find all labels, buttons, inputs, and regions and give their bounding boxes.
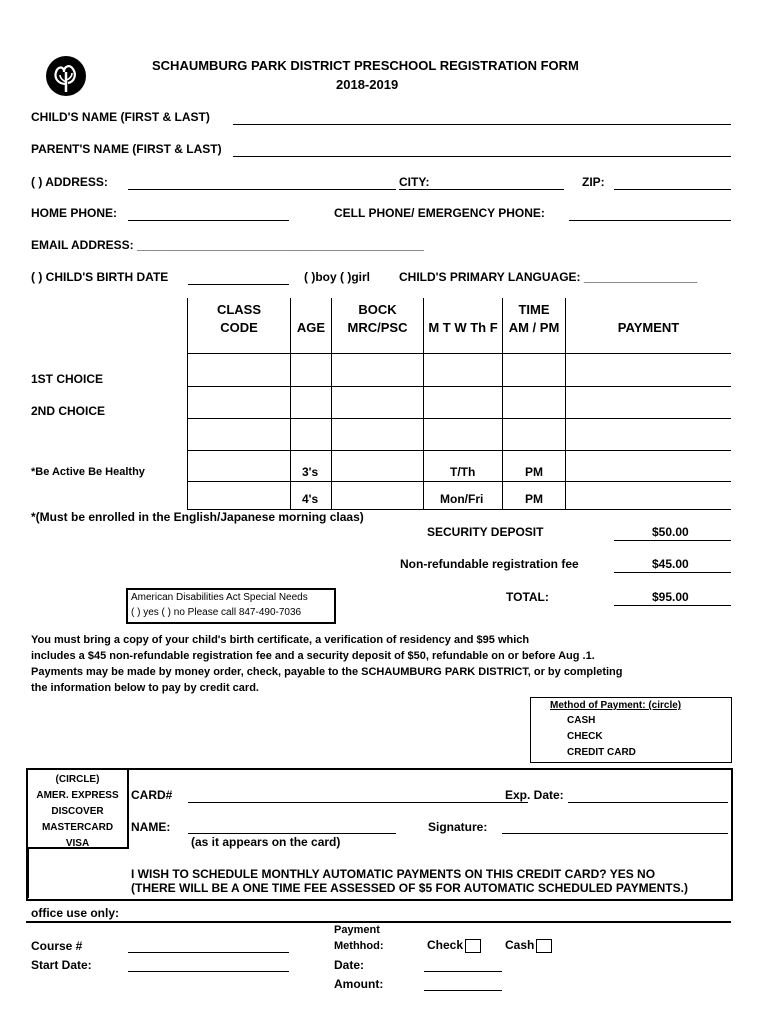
cell-phone-field[interactable] bbox=[569, 220, 731, 221]
office-cash-label: Cash bbox=[505, 938, 535, 952]
email-label[interactable]: EMAIL ADDRESS: ___________________________________________ bbox=[31, 238, 424, 252]
office-check-option[interactable] bbox=[427, 938, 481, 953]
birth-date-field[interactable] bbox=[188, 284, 289, 285]
office-check-label: Check bbox=[427, 938, 464, 952]
first-choice-label: 1ST CHOICE bbox=[31, 372, 104, 386]
total-amount: $95.00 bbox=[652, 590, 689, 604]
address-label: ( ) ADDRESS: bbox=[31, 175, 108, 189]
ada-box[interactable] bbox=[126, 588, 336, 624]
auto-payment-question[interactable]: I WISH TO SCHEDULE MONTHLY AUTOMATIC PAYMENTS ON THIS CREDIT CARD? YES NO bbox=[131, 867, 656, 881]
total-label: TOTAL: bbox=[506, 590, 549, 604]
form-year: 2018-2019 bbox=[336, 77, 399, 92]
instructions: You must bring a copy of your child's birth certificate, a verification of residency and $95 which includes a $45 non-refundable registration fee and a security deposit of $50, refundable on or before Aug .1. Payments may be made by money order, check, payable to the SCHAUMBURG PARK DISTRICT, or by completing the information below to pay by credit card. bbox=[31, 634, 623, 694]
language-field[interactable]: CHILD'S PRIMARY LANGUAGE: _________________ bbox=[399, 270, 698, 284]
check-checkbox[interactable] bbox=[465, 939, 481, 953]
card-name-label: NAME: bbox=[131, 820, 171, 834]
cash-checkbox[interactable] bbox=[536, 939, 552, 953]
office-date-label: Date: bbox=[334, 958, 365, 972]
home-phone-field[interactable] bbox=[128, 220, 289, 221]
row-days-tth: T/Th bbox=[450, 465, 476, 479]
office-amount-label: Amount: bbox=[334, 977, 384, 991]
gender-options[interactable]: ( )boy ( )girl bbox=[304, 270, 370, 284]
class-code-header: CLASS CODE bbox=[216, 302, 262, 335]
course-field[interactable] bbox=[128, 952, 289, 953]
exp-date-label: Exp. Date: bbox=[505, 788, 564, 802]
exp-date-field[interactable] bbox=[568, 802, 728, 803]
home-phone-label: HOME PHONE: bbox=[31, 206, 118, 220]
time-header: TIME AM / PM bbox=[508, 302, 560, 335]
security-deposit-label: SECURITY DEPOSIT bbox=[427, 525, 544, 539]
start-date-field[interactable] bbox=[128, 971, 289, 972]
signature-label: Signature: bbox=[428, 820, 488, 834]
method-cash[interactable]: CASH bbox=[567, 715, 596, 726]
office-use-title: office use only: bbox=[31, 906, 120, 920]
method-label: Methhod: bbox=[334, 940, 384, 952]
bock-header: BOCK MRC/PSC bbox=[347, 302, 408, 335]
row-time-pm-1: PM bbox=[525, 465, 543, 479]
be-active-label: *Be Active Be Healthy bbox=[31, 466, 145, 478]
address-field[interactable] bbox=[128, 189, 396, 190]
age-header: AGE bbox=[296, 320, 326, 335]
ada-line-2: ( ) yes ( ) no Please call 847-490-7036 bbox=[131, 607, 302, 618]
card-types[interactable]: (CIRCLE) AMER. EXPRESS DISCOVER MASTERCARD VISA bbox=[36, 774, 119, 849]
registration-fee-amount: $45.00 bbox=[652, 557, 689, 571]
credit-card-box bbox=[26, 768, 733, 901]
method-check[interactable]: CHECK bbox=[567, 731, 603, 742]
method-of-payment-box bbox=[530, 697, 732, 763]
child-name-field[interactable] bbox=[233, 124, 731, 125]
zip-label: ZIP: bbox=[582, 175, 605, 189]
form-title: SCHAUMBURG PARK DISTRICT PRESCHOOL REGISTRATION FORM bbox=[152, 58, 579, 73]
office-amount-field[interactable] bbox=[424, 990, 502, 991]
birth-date-label: ( ) CHILD'S BIRTH DATE bbox=[31, 270, 169, 284]
parent-name-label: PARENT'S NAME (FIRST & LAST) bbox=[31, 142, 222, 156]
parent-name-field[interactable] bbox=[233, 156, 731, 157]
card-number-label: CARD# bbox=[131, 788, 173, 802]
enrollment-note: *(Must be enrolled in the English/Japanese morning claas) bbox=[31, 510, 364, 524]
child-name-label: CHILD'S NAME (FIRST & LAST) bbox=[31, 110, 210, 124]
row-days-monfri: Mon/Fri bbox=[440, 492, 484, 506]
security-deposit-amount: $50.00 bbox=[652, 525, 689, 539]
method-credit-card[interactable]: CREDIT CARD bbox=[567, 747, 636, 758]
tree-logo-icon bbox=[44, 54, 88, 98]
signature-field[interactable] bbox=[502, 833, 728, 834]
payment-label: Payment bbox=[334, 924, 380, 936]
row-time-pm-2: PM bbox=[525, 492, 543, 506]
card-number-field[interactable] bbox=[188, 802, 528, 803]
card-name-hint: (as it appears on the card) bbox=[191, 835, 341, 849]
days-header: M T W Th F bbox=[428, 320, 498, 335]
start-date-label: Start Date: bbox=[31, 958, 92, 972]
payment-header: PAYMENT bbox=[617, 320, 680, 335]
row-age-3: 3's bbox=[302, 465, 319, 479]
city-field[interactable] bbox=[399, 189, 564, 190]
course-label: Course # bbox=[31, 939, 83, 953]
ada-line-1: American Disabilities Act Special Needs bbox=[131, 592, 308, 603]
office-cash-option[interactable] bbox=[505, 938, 552, 953]
cell-phone-label: CELL PHONE/ EMERGENCY PHONE: bbox=[334, 206, 545, 220]
second-choice-label: 2ND CHOICE bbox=[31, 404, 106, 418]
city-label: CITY: bbox=[399, 175, 430, 189]
row-age-4: 4's bbox=[302, 492, 319, 506]
card-name-field[interactable] bbox=[188, 833, 396, 834]
registration-fee-label: Non-refundable registration fee bbox=[400, 557, 579, 571]
zip-field[interactable] bbox=[614, 189, 731, 190]
method-title: Method of Payment: (circle) bbox=[550, 700, 682, 711]
office-date-field[interactable] bbox=[424, 971, 502, 972]
auto-payment-fee-note: (THERE WILL BE A ONE TIME FEE ASSESSED OF $5 FOR AUTOMATIC SCHEDULED PAYMENTS.) bbox=[131, 881, 688, 895]
